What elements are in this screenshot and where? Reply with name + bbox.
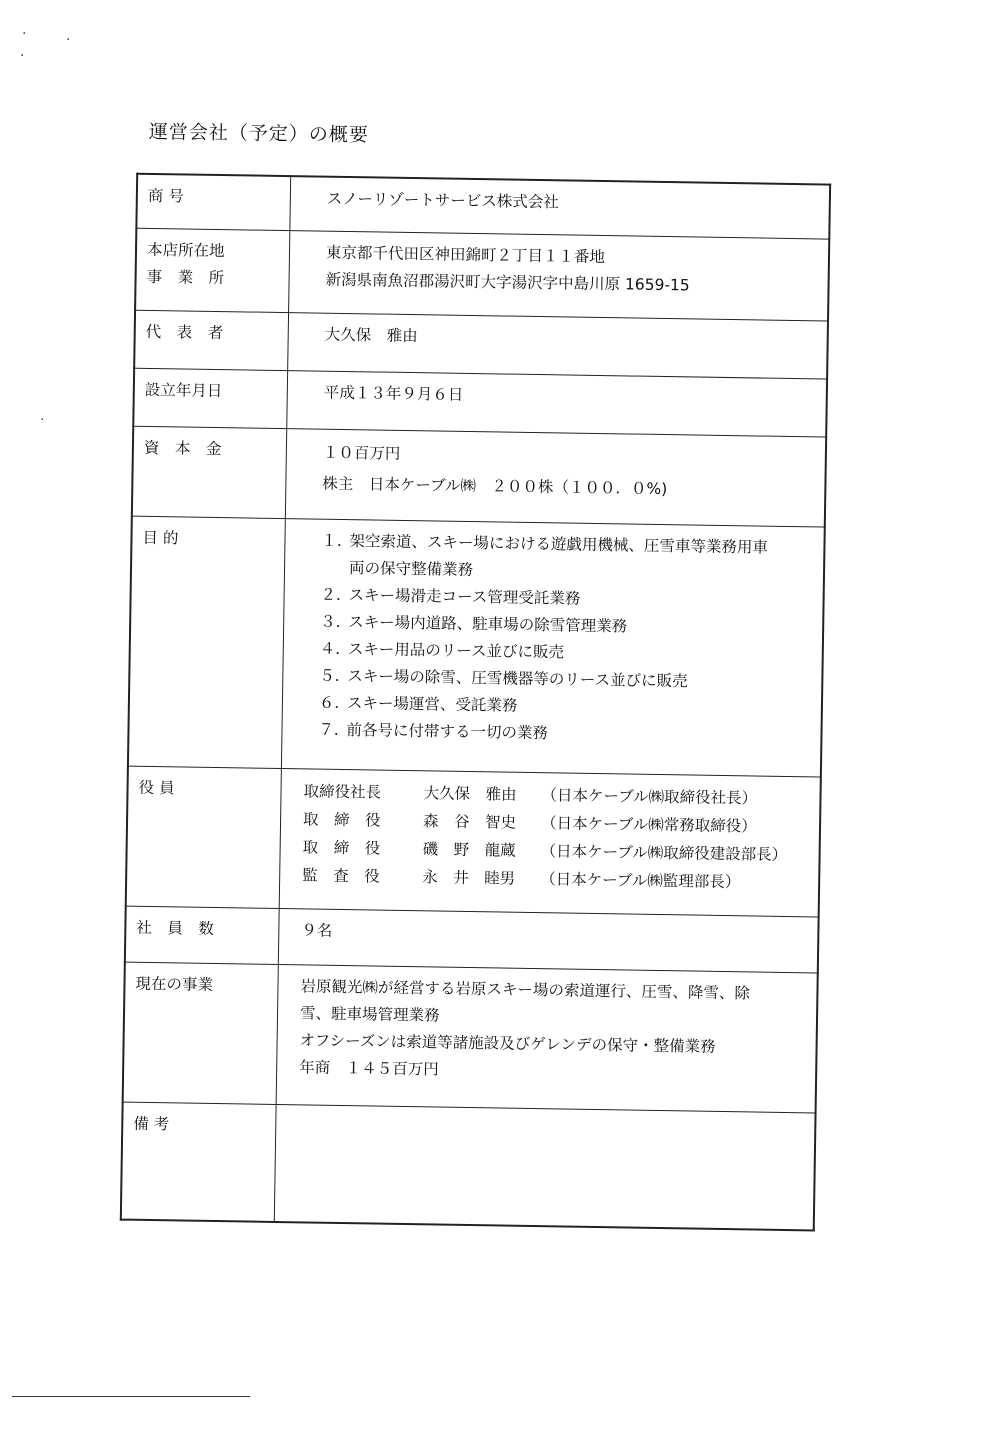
value-purpose [281, 518, 824, 776]
value-representative: 大久保 雅由 [288, 312, 828, 378]
footer-rule [12, 1396, 250, 1397]
label-capital: 資 本 金 [132, 426, 287, 518]
officer-row: 取締役社長 大久保 雅由 （日本ケーブル㈱取締役社長） [303, 781, 758, 808]
list-item: ５． スキー場の除雪、圧雪機器等のリース並びに販売 [319, 666, 688, 690]
row-remarks [121, 1102, 816, 1231]
label-address: 本店所在地 事 業 所 [135, 228, 290, 312]
list-item: ２． スキー場滑走コース管理受託業務 [320, 585, 581, 608]
label-employees: 社 員 数 [125, 906, 279, 964]
officer-row: 取 締 役 磯 野 龍蔵 （日本ケーブル㈱取締役建設部長） [302, 837, 788, 864]
value-address: 東京都千代田区神田錦町２丁目１１番地 新潟県南魚沼郡湯沢町大字湯沢字中島川原 1659-15 [289, 230, 830, 320]
value-remarks [274, 1104, 815, 1230]
row-address [135, 228, 829, 321]
value-capital: １０百万円 株主 日本ケーブル㈱ ２００株（１００．０%) [285, 428, 826, 526]
label-representative: 代 表 者 [134, 310, 288, 370]
label-trade-name: 商 号 [136, 174, 290, 230]
page-title: 運営会社（予定）の概要 [148, 120, 370, 147]
value-officers [279, 768, 821, 916]
scan-speck: · [66, 32, 71, 48]
row-representative [134, 310, 828, 379]
officer-row: 監 査 役 永 井 睦男 （日本ケーブル㈱監理部長） [302, 865, 741, 891]
row-officers [126, 766, 821, 917]
value-trade-name: スノーリゾートサービス株式会社 [290, 176, 830, 238]
list-item: １． 架空索道、スキー場における遊戯用機械、圧雪車等業務用車 両の保守整備業務 [321, 531, 769, 579]
list-item: ７． 前各号に付帯する一切の業務 [318, 720, 549, 742]
officer-row: 取 締 役 森 谷 智史 （日本ケーブル㈱常務取締役） [302, 809, 757, 836]
label-business: 現在の事業 [123, 962, 279, 1104]
scan-speck: · [22, 26, 27, 42]
row-established [133, 368, 827, 437]
label-purpose: 目 的 [128, 516, 285, 768]
row-purpose [128, 516, 825, 777]
label-established: 設立年月日 [133, 368, 287, 428]
list-item: ３． スキー場内道路、駐車場の除雪管理業務 [320, 612, 628, 635]
scan-speck: · [20, 48, 25, 64]
value-business: 岩原観光㈱が経営する岩原スキー場の索道運行、圧雪、降雪、除 雪、駐車場管理業務 オフシーズンは索道等諸施設及びゲレンデの保守・整備業務 年商 １４５百万円 [276, 964, 818, 1112]
row-business [123, 962, 818, 1113]
value-established: 平成１３年９月６日 [287, 370, 827, 436]
company-overview-table [120, 173, 831, 1232]
scan-speck: · [40, 412, 45, 428]
list-item: ６． スキー場運営、受託業務 [318, 693, 518, 715]
value-employees: ９名 [278, 908, 818, 972]
label-remarks: 備 考 [121, 1102, 276, 1222]
label-officers: 役 員 [126, 766, 282, 908]
row-capital [132, 426, 826, 527]
list-item: ４． スキー用品のリース並びに販売 [319, 639, 565, 661]
